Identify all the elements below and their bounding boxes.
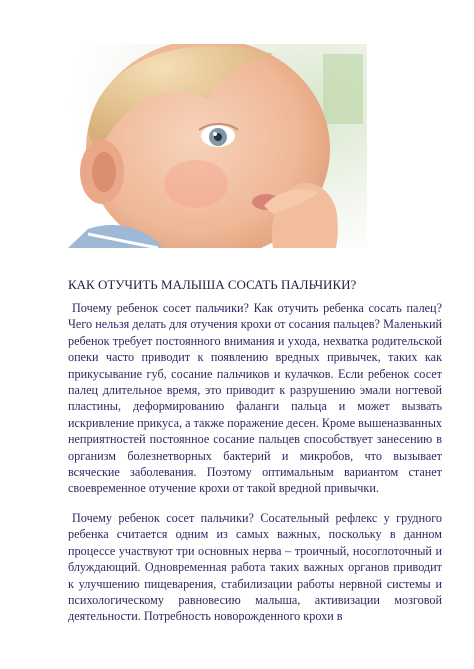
baby-photo: [68, 44, 367, 248]
article-title: КАК ОТУЧИТЬ МАЛЫША СОСАТЬ ПАЛЬЧИКИ?: [68, 277, 357, 292]
paragraph: Почему ребенок сосет пальчики? Сосательный рефлекс у грудного ребенка считается одним из самых важных, поскольку в данном процессе участвуют три основных нерва – троичный, носоглоточный и блуждающий. Одновременная работа таких важных органов приводит к улучшению пищеварения, стабилизации работы нервной системы и психологическому равновесию малыша, активизации мозговой деятельности. Потребность новорожденного крохи в: [68, 510, 442, 624]
paragraph: Почему ребенок сосет пальчики? Как отучить ребенка сосать палец? Чего нельзя делать для отучения крохи от сосания пальцев? Маленький ребенок требует постоянного внимания и ухода, нехватка родительской опеки часто приводит к появлению вредных привычек, таких как прикусывание губ, сосание пальчиков и кулачков. Если ребенок сосет палец длительное время, это приводит к разрушению эмали ногтевой пластины, деформированию фаланги пальца и может вызвать искривление прикуса, а также поражение десен. Кроме вышеназванных неприятностей постоянное сосание пальцев способствует занесению в организм болезнетворных бактерий и микробов, что вызывает всяческие заболевания. Поэтому оптимальным вариантом станет своевременное отучение крохи от такой вредной привычки.: [68, 301, 442, 496]
article-body: [68, 300, 442, 638]
